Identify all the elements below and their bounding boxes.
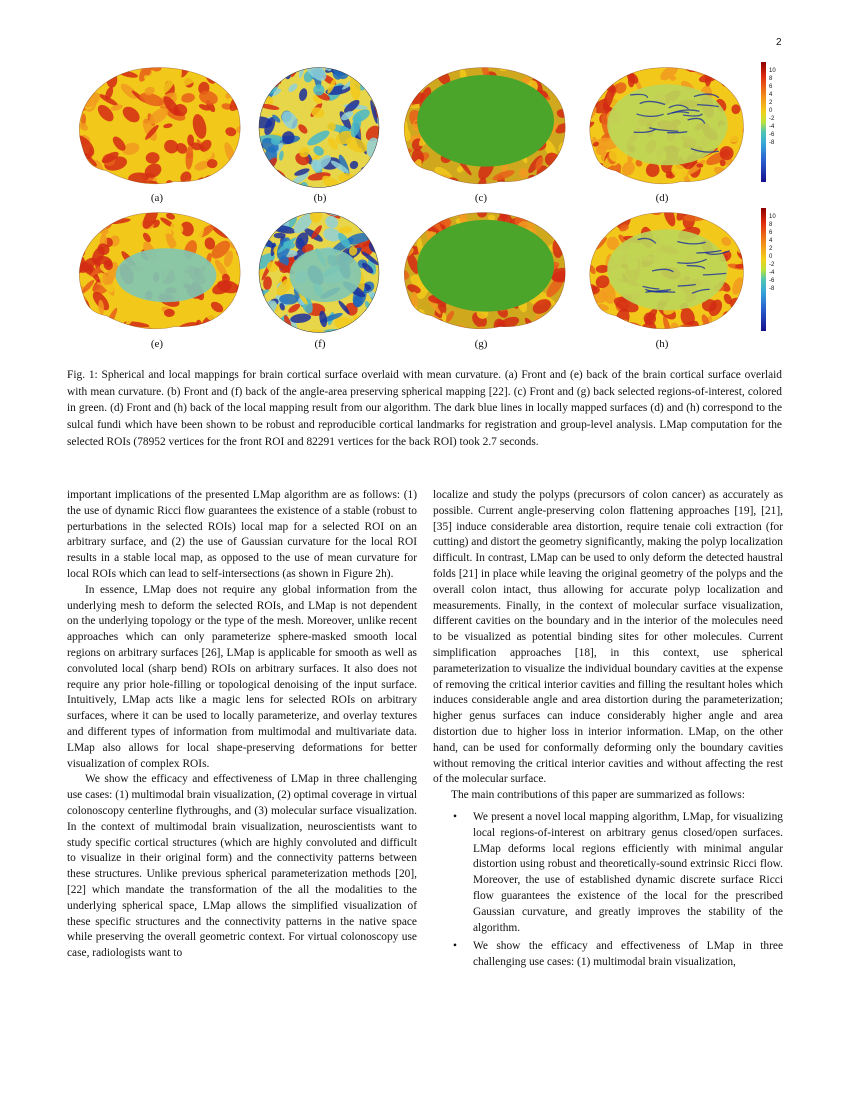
right-column (433, 488, 783, 971)
list-item: • We present a novel local mapping algorithm, LMap, for visualizing local regions-of-interest on arbitrary genus closed/open surfaces. LMap deforms local regions efficiently with minimal angular distortion using robust and theoretically-sound extrinsic Ricci flow. Moreover, the use of established dynamic discrete surface Ricci flow guarantees the existence of the local for the prescribed Gaussian curvature, and greatly improves the stability of the algorithm. (453, 810, 783, 934)
panel-label: (g) (474, 338, 488, 350)
paragraph: We show the efficacy and effectiveness of LMap in three challenging use cases: (1) multimodal brain visualization, (2) optimal coverage in virtual colonoscopy centerline flythroughs, and (3) molecular surface visualization. In the context of multimodal brain visualization, neuroscientists want to study specific cortical structures (which are highly convoluted and difficult to visualize in their original form) and the connectivity patterns between these structures. Unlike previous spherical parameterization methods [20], [22] which mandate the transformation of the all the modalities to the underlying spherical space, LMap allows the simplified visualization of these specific structures and the connectivity patterns in the native space while preserving the overall geometric context. For virtual colonoscopy use case, radiologists want to (67, 773, 417, 960)
panel-f (255, 205, 383, 340)
colorbar-ticks-bottom: 10 8 6 4 2 0 -2 -4 -6 -8 (769, 214, 776, 292)
paragraph: In essence, LMap does not require any global information from the underlying mesh to deform the selected ROIs, and LMap is not dependent on the underlying topology or the type of the mesh. Moreover, unlike recent approaches which can only parameterize sphere-masked smooth local regions on arbitrary surfaces [26], LMap is applicable for smooth as well as convoluted local (sharp bend) ROIs on arbitrary surfaces. It also does not require any prior hole-filling or topological denoising of the input surface. Intuitively, LMap acts like a magic lens for selected ROIs on arbitrary surfaces, where it can be used to locally parameterize, and overlay textures and different types of information from multimodal and multivariate data. LMap also allows for local shape-preserving deformations for better visualization of complex ROIs. (67, 583, 417, 770)
colorbar-ticks-top: 10 8 6 4 2 0 -2 -4 -6 -8 (769, 68, 776, 146)
panel-label: (c) (474, 192, 488, 204)
panel-e (67, 205, 247, 340)
figure-caption: Fig. 1: Spherical and local mappings for brain cortical surface overlaid with mean curvature. (a) Front and (e) back of the brain cortical surface overlaid with mean curvature. (b) Front and (f) back of the angle-area preserving spherical mapping [22]. (c) Front and (g) back selected regions-of-interest, colored in green. (d) Front and (h) back of the local mapping result from our algorithm. The dark blue lines in locally mapped surfaces (d) and (h) correspond to the sulcal fundi which have been shown to be robust and reproducible cortical landmarks for registration and group-level analysis. LMap computation for the selected ROIs (78952 vertices for the front ROI and 82291 vertices for the back ROI) took 2.7 seconds. (67, 369, 782, 448)
panel-label: (a) (150, 192, 164, 204)
sphere-image (255, 205, 383, 340)
panel-a (67, 60, 247, 195)
surface (255, 205, 383, 340)
colorbar-bottom (761, 208, 766, 331)
panel-b (255, 60, 383, 195)
brain-image (67, 205, 247, 340)
panel-h (578, 205, 750, 340)
panel-c (392, 60, 572, 195)
panel-label: (b) (313, 192, 327, 204)
sphere-image (255, 60, 383, 195)
page-number: 2 (776, 37, 782, 48)
brain-image (67, 60, 247, 195)
brain-image (392, 60, 572, 195)
colorbar-top (761, 62, 766, 182)
contributions-list (433, 810, 783, 971)
surface (578, 60, 750, 195)
surface (67, 60, 247, 195)
surface (578, 205, 750, 340)
paragraph: The main contributions of this paper are summarized as follows: (451, 789, 745, 802)
brain-image (578, 205, 750, 340)
panel-label: (d) (655, 192, 669, 204)
list-item: • We show the efficacy and effectiveness of LMap in three challenging use cases: (1) multimodal brain visualization, (453, 940, 783, 969)
panel-label: (h) (655, 338, 669, 350)
panel-d (578, 60, 750, 195)
paragraph: localize and study the polyps (precursors of colon cancer) as accurately as possible. Current angle-preserving colon flattening approaches [19], [21], [35] induce considerable area distortion, require tenaie coli extraction (for cutting) and distort the geometry significantly, making the polyp localization difficult. In contrast, LMap can be used to only deform the detected haustral folds [21] in place while leaving the original geometry of the polyps and the overall colon intact, thus allowing for accurate polyp localization and measurements. Finally, in the context of molecular surface visualization, different cavities on the boundary and in the interior of the molecules need to be visualized as potential binding sites for other molecules. Current simplification approaches [18], in this context, use spherical parameterization to visualize the individual boundary cavities at the expense of removing the critical interior cavities and filling the resultant holes which induces considerable angle and area distortion during the parameterization; higher genus surfaces can induce considerably higher angle and area distortion due to higher loss in interior information. LMap, on the other hand, can be used for conformally deforming only the boundary cavities without removing the critical interior cavities and without affecting the rest of the molecular surface. (433, 489, 783, 786)
panel-label: (f) (314, 338, 326, 350)
panel-g (392, 205, 572, 340)
surface (392, 60, 572, 195)
brain-image (392, 205, 572, 340)
surface (392, 205, 572, 340)
surface (255, 60, 383, 195)
left-column (67, 488, 417, 962)
panel-label: (e) (150, 338, 164, 350)
paragraph: important implications of the presented LMap algorithm are as follows: (1) the use of dynamic Ricci flow guarantees the existence of a stable (robust to perturbations in the selected ROIs) local map for a selected ROI on an arbitrary surface, and (2) the use of Gaussian curvature for the local ROI results in a stable local map, as opposed to the use of mean curvature for local ROIs which can lead to self-intersections (as shown in Figure 2h). (67, 489, 417, 580)
brain-image (578, 60, 750, 195)
surface (67, 205, 247, 340)
